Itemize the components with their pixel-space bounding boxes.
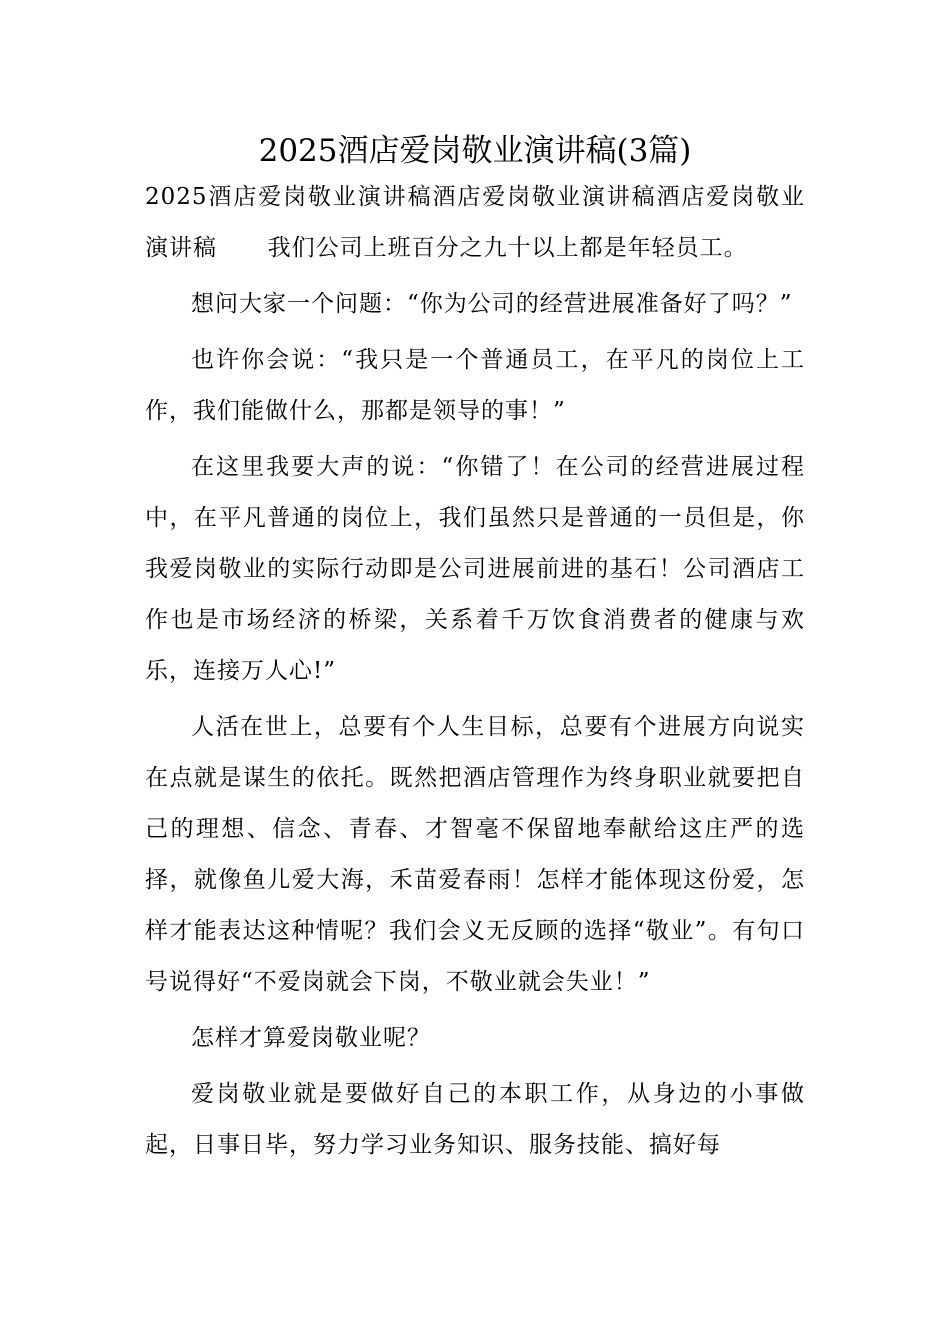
- paragraph: 想问大家一个问题：“你为公司的经营进展准备好了吗？”: [191, 291, 793, 317]
- intro-text-part1: 2025酒店爱岗敬业演讲稿酒店爱岗敬业演讲稿酒店爱岗敬业演讲稿: [145, 184, 805, 261]
- document-title: 2025酒店爱岗敬业演讲稿(3篇): [258, 133, 692, 169]
- intro-text-part2: 我们公司上班百分之九十以上都是年轻员工。: [267, 235, 748, 261]
- document-body: [145, 172, 805, 1176]
- paragraph: 也许你会说：“我只是一个普通员工，在平凡的岗位上工作，我们能做什么，那都是领导的事！”: [145, 347, 805, 424]
- paragraph: 爱岗敬业就是要做好自己的本职工作，从身边的小事做起，日事日毕，努力学习业务知识、服务技能、搞好每: [145, 1081, 805, 1158]
- intro-paragraph: [145, 172, 805, 274]
- paragraph: 怎样才算爱岗敬业呢？: [191, 1025, 431, 1051]
- paragraph: 人活在世上，总要有个人生目标，总要有个进展方向说实在点就是谋生的依托。既然把酒店管理作为终身职业就要把自己的理想、信念、青春、才智毫不保留地奉献给这庄严的选择，就像鱼儿爱大海，禾苗爱春雨！怎样才能体现这份爱，怎样才能表达这种情呢？我们会义无反顾的选择“敬业”。有句口号说得好“不爱岗就会下岗，不敬业就会失业！”: [145, 714, 805, 995]
- paragraph: 在这里我要大声的说：“你错了！在公司的经营进展过程中，在平凡普通的岗位上，我们虽然只是普通的一员但是，你我爱岗敬业的实际行动即是公司进展前进的基石！公司酒店工作也是市场经济的桥梁，关系着千万饮食消费者的健康与欢乐，连接万人心!”: [145, 454, 805, 684]
